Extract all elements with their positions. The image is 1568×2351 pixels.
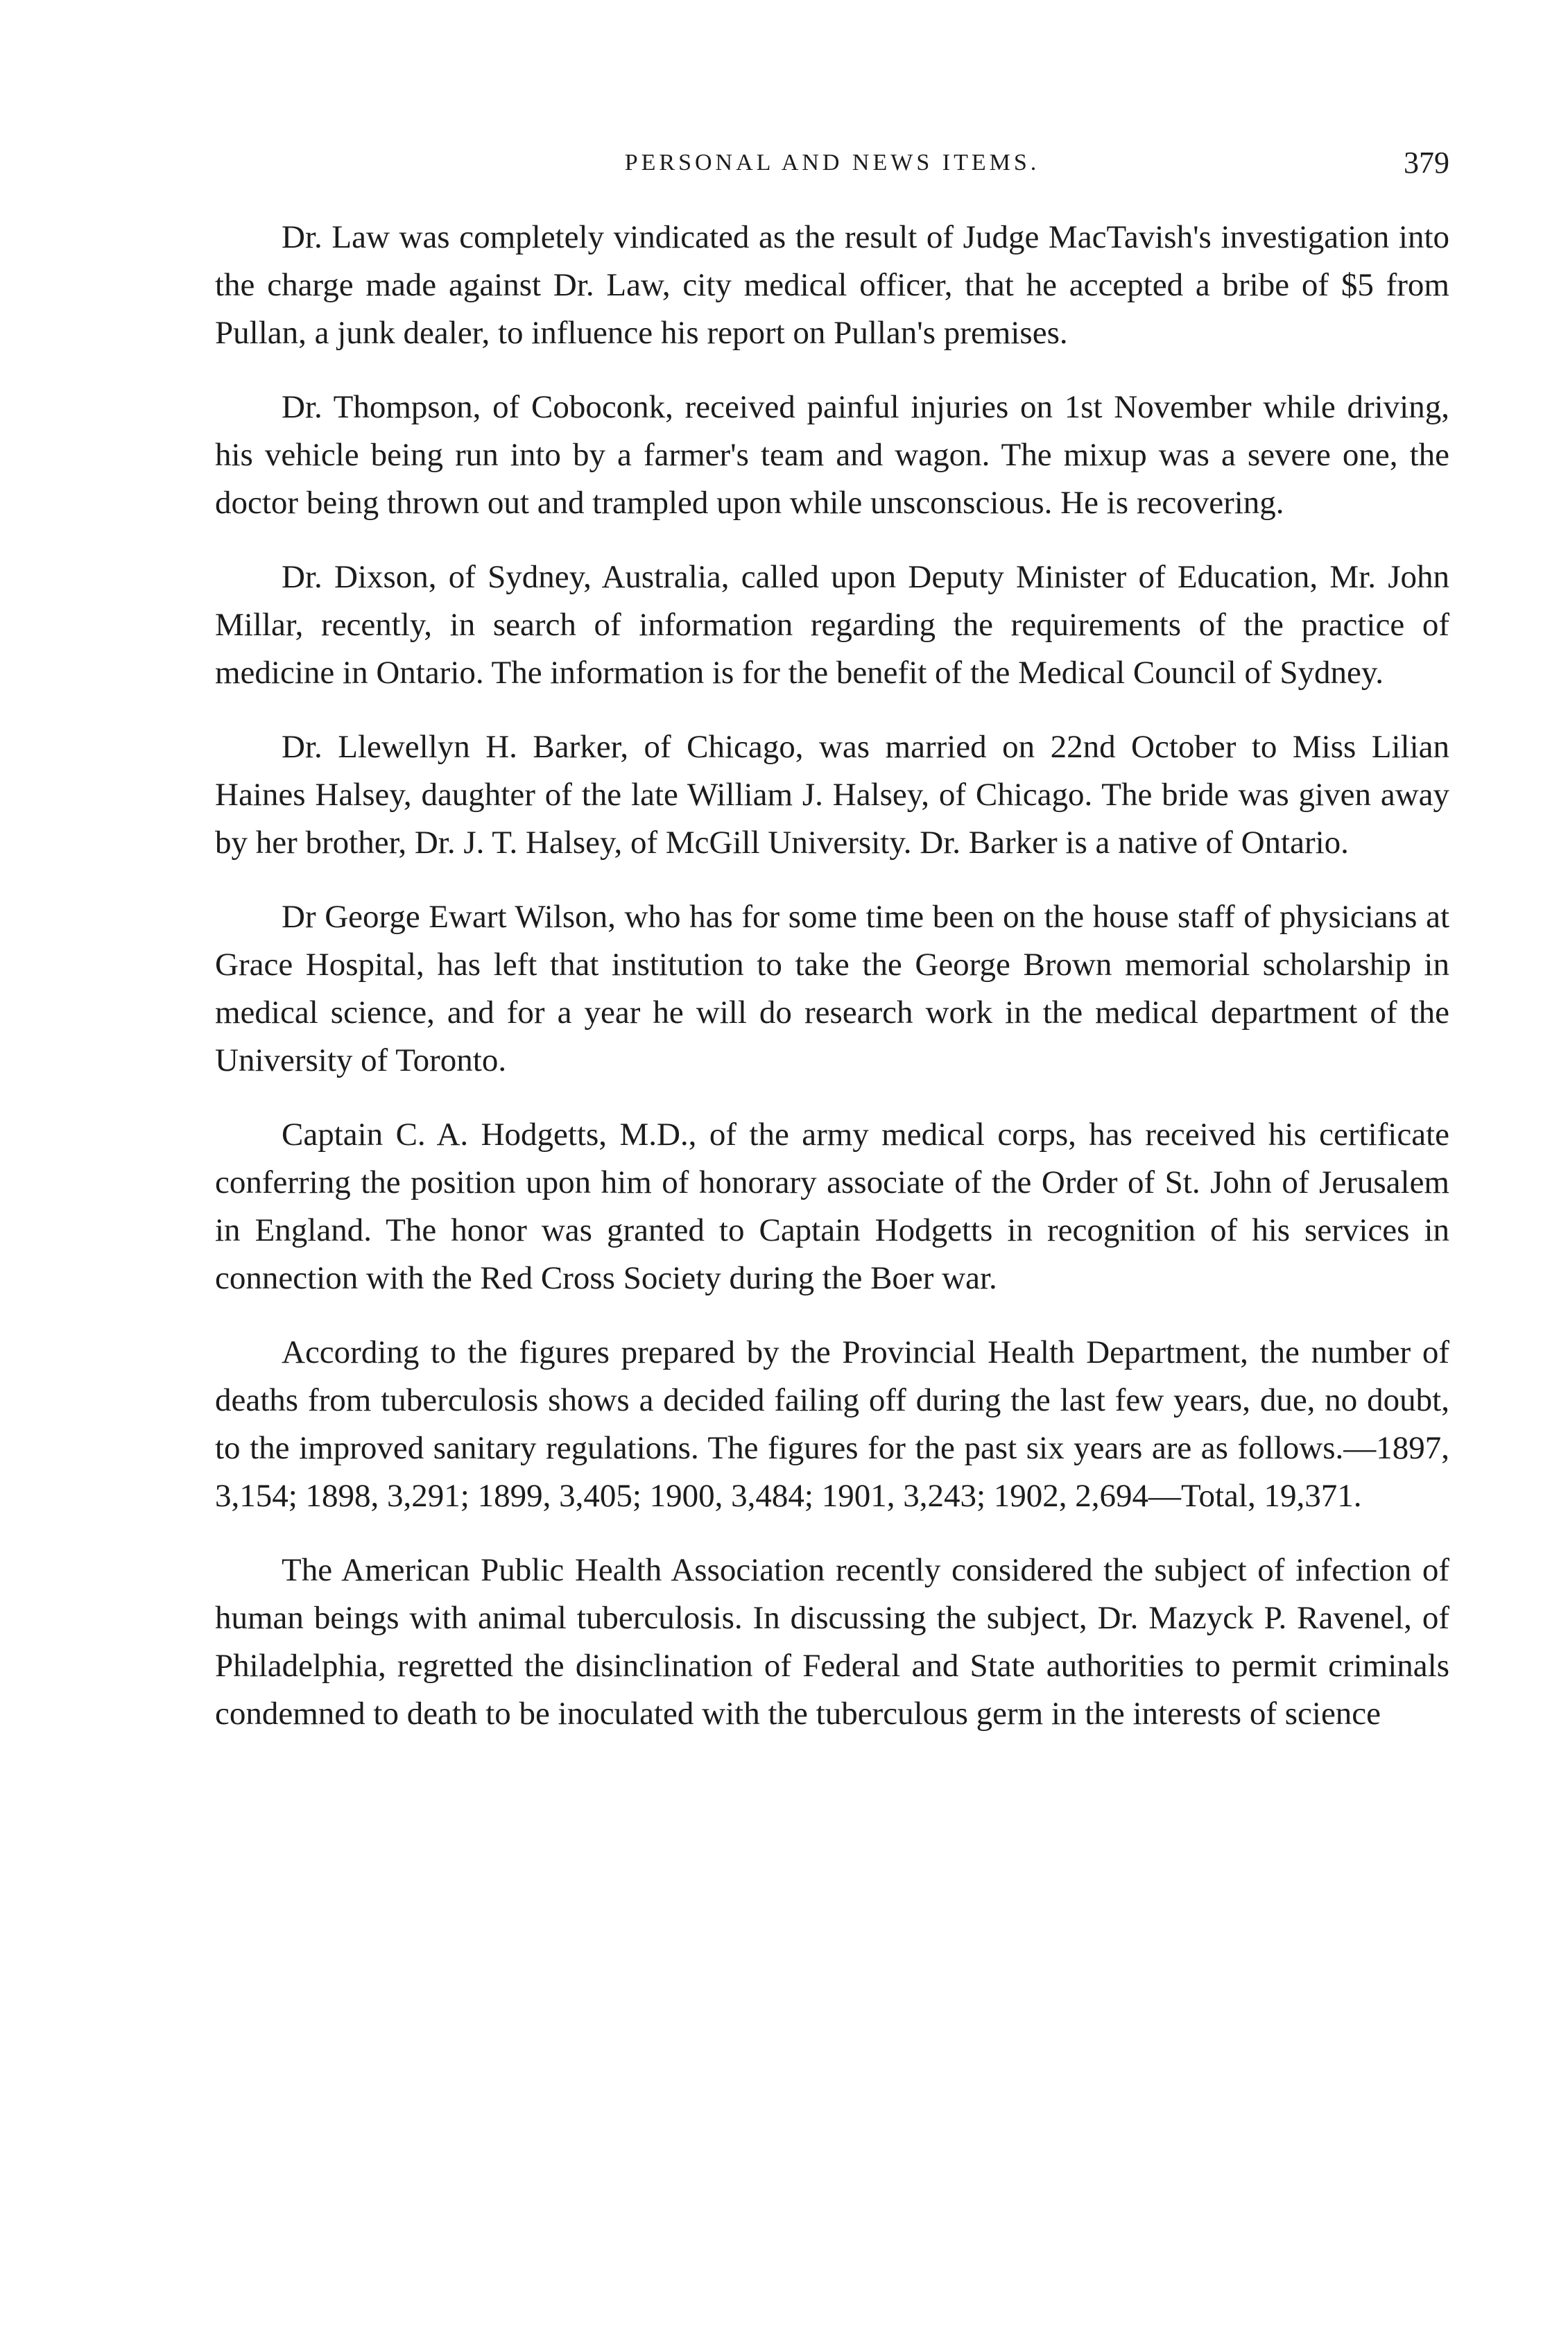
- running-title: PERSONAL AND NEWS ITEMS.: [624, 150, 1040, 175]
- paragraph-captain-hodgetts: Captain C. A. Hodgetts, M.D., of the army medical corps, has received his certificate conferring the position upon him of honorary associate of the Order of St. John of Jerusalem in England. The honor was granted to Captain Hodgetts in recognition of his services in connection with the Red Cross Society during the Boer war.: [215, 1117, 1449, 1296]
- article-body: [215, 214, 1449, 1764]
- page-header: [215, 142, 1449, 184]
- paragraph-tuberculosis-figures: According to the figures prepared by the Provincial Health Department, the number of deaths from tuberculosis shows a decided failing off during the last few years, due, no doubt, to the improved sanitary regulations. The figures for the past six years are as follows.—1897, 3,154; 1898, 3,291; 1899, 3,405; 1900, 3,484; 1901, 3,243; 1902, 2,694—Total, 19,371.: [215, 1334, 1449, 1514]
- paragraph-dr-law: Dr. Law was completely vindicated as the result of Judge MacTavish's investigation into the charge made against Dr. Law, city medical officer, that he accepted a bribe of $5 from Pullan, a junk dealer, to influence his report on Pullan's premises.: [215, 219, 1449, 351]
- paragraph-dr-wilson: Dr George Ewart Wilson, who has for some time been on the house staff of physicians at Grace Hospital, has left that institution to take the George Brown memorial scholarship in medical science, and for a year he will do research work in the medical department of the University of Toronto.: [215, 899, 1449, 1078]
- paragraph-dr-barker: Dr. Llewellyn H. Barker, of Chicago, was married on 22nd October to Miss Lilian Haines Halsey, daughter of the late William J. Halsey, of Chicago. The bride was given away by her brother, Dr. J. T. Halsey, of McGill University. Dr. Barker is a native of Ontario.: [215, 729, 1449, 861]
- page-number: 379: [1404, 146, 1449, 180]
- paragraph-public-health-association: The American Public Health Association recently considered the subject of infection of human beings with animal tuberculosis. In discussing the subject, Dr. Mazyck P. Ravenel, of Philadelphia, regretted the disinclination of Federal and State authorities to permit criminals condemned to death to be inoculated with the tuberculous germ in the interests of science: [215, 1552, 1449, 1732]
- paragraph-dr-thompson: Dr. Thompson, of Coboconk, received painful injuries on 1st November while driving, his vehicle being run into by a farmer's team and wagon. The mixup was a severe one, the doctor being thrown out and trampled upon while unsconscious. He is recovering.: [215, 389, 1449, 521]
- paragraph-dr-dixson: Dr. Dixson, of Sydney, Australia, called upon Deputy Minister of Education, Mr. John Millar, recently, in search of information regarding the requirements of the practice of medicine in Ontario. The information is for the benefit of the Medical Council of Sydney.: [215, 559, 1449, 691]
